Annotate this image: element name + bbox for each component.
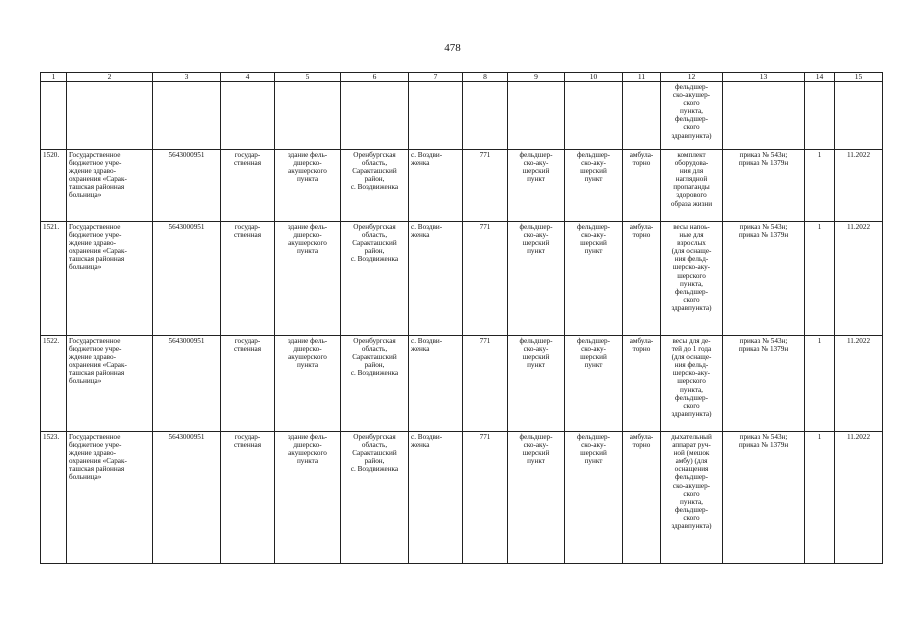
- order-cell: приказ № 543н; приказ № 1379н: [723, 432, 805, 564]
- facility-type-cell: фельдшер- ско-аку- шерский пункт: [508, 336, 565, 432]
- row-number: 1520.: [41, 150, 67, 222]
- inn-cell: 5643000951: [153, 150, 221, 222]
- register-table: [40, 72, 883, 564]
- column-number: 13: [723, 73, 805, 82]
- ownership-cell: государ- ственная: [221, 150, 275, 222]
- organization-cell: Государственное бюджетное учре- ждение здраво- охранения «Сарак- ташская районная больница»: [67, 222, 153, 336]
- column-number: 6: [341, 73, 409, 82]
- column-number: 4: [221, 73, 275, 82]
- facility-type-cell: фельдшер- ско-аку- шерский пункт: [565, 432, 623, 564]
- address-cell: Оренбургская область, Саракташский район, с. Воздвиженка: [341, 432, 409, 564]
- locality-cell: с. Воздви- женка: [409, 336, 463, 432]
- date-cell: 11.2022: [835, 336, 883, 432]
- inn-cell: 5643000951: [153, 222, 221, 336]
- facility-type-cell: фельдшер- ско-аку- шерский пункт: [508, 432, 565, 564]
- column-number: 9: [508, 73, 565, 82]
- care-mode-cell: амбула- торно: [623, 150, 661, 222]
- facility-type-cell: фельдшер- ско-аку- шерский пункт: [508, 222, 565, 336]
- table-row: [41, 432, 883, 564]
- care-mode-cell: амбула- торно: [623, 432, 661, 564]
- column-number: 11: [623, 73, 661, 82]
- page-number: 478: [444, 42, 461, 54]
- column-number: 10: [565, 73, 623, 82]
- order-cell: приказ № 543н; приказ № 1379н: [723, 222, 805, 336]
- organization-cell: Государственное бюджетное учре- ждение здраво- охранения «Сарак- ташская районная больница»: [67, 150, 153, 222]
- table-row: [41, 222, 883, 336]
- locality-cell: с. Воздви- женка: [409, 150, 463, 222]
- equipment-cell: весы напоь- ные для взрослых (для оснаще- ния фельд- шерско-аку- шерского пункта, фельдшер- ского здравпункта): [661, 222, 723, 336]
- facility-type-cell: фельдшер- ско-аку- шерский пункт: [508, 150, 565, 222]
- population-cell: 771: [463, 336, 508, 432]
- column-number: 5: [275, 73, 341, 82]
- organization-cell: Государственное бюджетное учре- ждение здраво- охранения «Сарак- ташская районная больница»: [67, 336, 153, 432]
- inn-cell: 5643000951: [153, 432, 221, 564]
- quantity-cell: 1: [805, 222, 835, 336]
- column-number: 12: [661, 73, 723, 82]
- building-cell: здание фель- дшерско- акушерского пункта: [275, 432, 341, 564]
- locality-cell: с. Воздви- женка: [409, 222, 463, 336]
- equipment-cell: весы для де- тей до 1 года (для оснаще- ния фельд- шерско-аку- шерского пункта, фельдшер- ского здравпункта): [661, 336, 723, 432]
- row-number: 1521.: [41, 222, 67, 336]
- equipment-cell: дыхательный аппарат руч- ной (мешок амбу) (для оснащения фельдшер- ско-акушер- ского пункта, фельдшер- ского здравпункта): [661, 432, 723, 564]
- continuation-row: [41, 82, 883, 150]
- address-cell: Оренбургская область, Саракташский район, с. Воздвиженка: [341, 150, 409, 222]
- column-number: 15: [835, 73, 883, 82]
- column-number: 14: [805, 73, 835, 82]
- population-cell: 771: [463, 150, 508, 222]
- ownership-cell: государ- ственная: [221, 432, 275, 564]
- organization-cell: Государственное бюджетное учре- ждение здраво- охранения «Сарак- ташская районная больница»: [67, 432, 153, 564]
- row-number: 1523.: [41, 432, 67, 564]
- ownership-cell: государ- ственная: [221, 336, 275, 432]
- facility-type-cell: фельдшер- ско-аку- шерский пункт: [565, 150, 623, 222]
- date-cell: 11.2022: [835, 432, 883, 564]
- table-row: [41, 336, 883, 432]
- column-number: 7: [409, 73, 463, 82]
- address-cell: Оренбургская область, Саракташский район, с. Воздвиженка: [341, 336, 409, 432]
- building-cell: здание фель- дшерско- акушерского пункта: [275, 222, 341, 336]
- address-cell: Оренбургская область, Саракташский район, с. Воздвиженка: [341, 222, 409, 336]
- population-cell: 771: [463, 222, 508, 336]
- order-cell: приказ № 543н; приказ № 1379н: [723, 150, 805, 222]
- locality-cell: с. Воздви- женка: [409, 432, 463, 564]
- care-mode-cell: амбула- торно: [623, 336, 661, 432]
- facility-type-cell: фельдшер- ско-аку- шерский пункт: [565, 222, 623, 336]
- column-number: 1: [41, 73, 67, 82]
- population-cell: 771: [463, 432, 508, 564]
- column-number: 3: [153, 73, 221, 82]
- inn-cell: 5643000951: [153, 336, 221, 432]
- quantity-cell: 1: [805, 336, 835, 432]
- column-number-row: [41, 73, 883, 82]
- column-number: 8: [463, 73, 508, 82]
- facility-type-cell: фельдшер- ско-аку- шерский пункт: [565, 336, 623, 432]
- ownership-cell: государ- ственная: [221, 222, 275, 336]
- building-cell: здание фель- дшерско- акушерского пункта: [275, 150, 341, 222]
- care-mode-cell: амбула- торно: [623, 222, 661, 336]
- quantity-cell: 1: [805, 150, 835, 222]
- building-cell: здание фель- дшерско- акушерского пункта: [275, 336, 341, 432]
- row-number: 1522.: [41, 336, 67, 432]
- column-number: 2: [67, 73, 153, 82]
- quantity-cell: 1: [805, 432, 835, 564]
- date-cell: 11.2022: [835, 150, 883, 222]
- order-cell: приказ № 543н; приказ № 1379н: [723, 336, 805, 432]
- equipment-cell: фельдшер- ско-акушер- ского пункта, фельдшер- ского здравпункта): [661, 82, 723, 150]
- equipment-cell: комплект оборудова- ния для наглядной пропаганды здорового образа жизни: [661, 150, 723, 222]
- table-row: [41, 150, 883, 222]
- date-cell: 11.2022: [835, 222, 883, 336]
